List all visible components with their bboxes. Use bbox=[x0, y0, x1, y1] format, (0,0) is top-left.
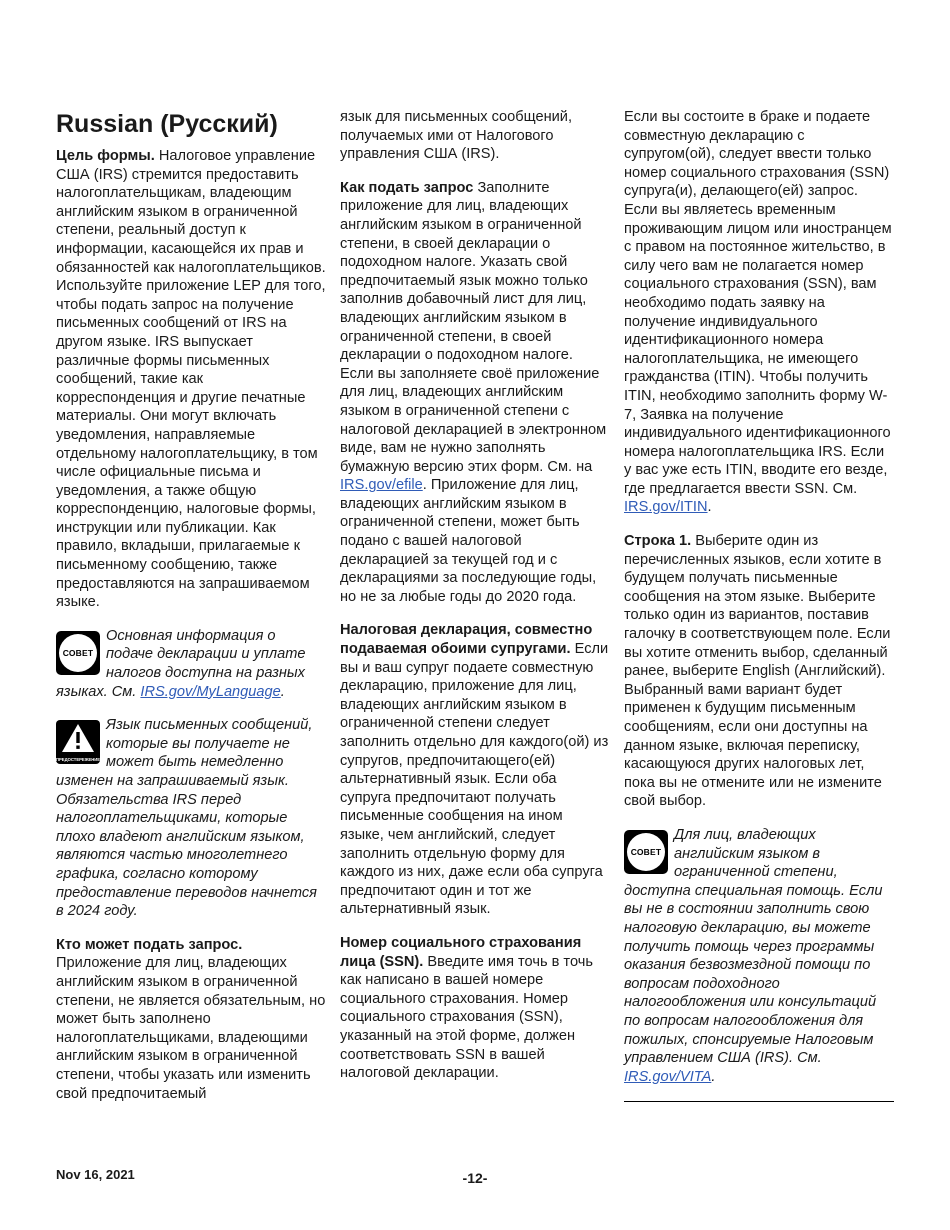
column-3 bbox=[624, 108, 894, 1102]
line1-text: Выберите один из перечисленных языков, если хотите в будущем получать письменные сообщения на этом языке. Выберите только один из вариантов, поставив галочку в соответствующем поле. Если вы хотите отменить выбор, сделанный ранее, выберите English (Английский). Выбранный вами вариант будет применен к будущим письменным сообщениям, если они доступны на данном языке, включая переписку, касающуюся других налоговых лет, пока вы не отмените или не измените свой выбор. bbox=[624, 533, 891, 810]
itin-end: . bbox=[707, 499, 712, 516]
tip2-end: . bbox=[711, 1068, 716, 1085]
how-paragraph bbox=[340, 179, 610, 607]
efile-link[interactable]: IRS.gov/efile bbox=[340, 477, 423, 494]
how-heading: Как подать запрос bbox=[340, 179, 474, 196]
end-rule bbox=[624, 1101, 894, 1102]
itin-link[interactable]: IRS.gov/ITIN bbox=[624, 499, 708, 516]
column-1 bbox=[56, 108, 326, 1118]
ssn-text: Введите имя точь в точь как написано в вашей номере социального страхования. Номер социального страхования (SSN), указанный на этой форме, должен соответствовать SSN в вашей налоговой декларации. bbox=[340, 953, 593, 1082]
joint-paragraph bbox=[340, 621, 610, 919]
who-text: Приложение для лиц, владеющих английским языком в ограниченной степени, не является обязательным, но может быть заполнено налогоплательщиками, владеющими английским языком в ограниченной степени, чтобы указать или изменить свой предпочитаемый bbox=[56, 955, 326, 1102]
tip2-text: Для лиц, владеющих английским языком в ограниченной степени, доступна специальная помощь. Если вы не в состоянии заполнить свою налоговую декларацию, вы можете получить помощь через программы оказания безвозмездной помощи по вопросам подоходного налогообложения или консультаций по вопросам налогообложения для пожилых, спонсируемые Налоговым управлением США (IRS). См. bbox=[624, 826, 883, 1067]
tip-text: Основная информация о подаче декларации и уплате налогов доступна на разных языках. См. bbox=[56, 627, 306, 700]
tip-end: . bbox=[280, 683, 285, 700]
continued-paragraph: язык для письменных сообщений, получаемых ими от Налогового управления США (IRS). bbox=[340, 109, 573, 163]
caution-label: ПРЕДОСТЕРЕЖЕНИЕ bbox=[56, 757, 101, 763]
married-paragraph bbox=[624, 108, 894, 517]
how-text-1: Заполните приложение для лиц, владеющих английским языком в ограниченной степени, в своей декларации о подоходном налоге. Указать свой предпочитаемый язык можно только заполнив добавочный лист для лиц, владеющих английским языком в ограниченной степени, в своей декларации о подоходном налоге. Если вы заполняете своё приложение для лиц, владеющих английским языком в ограниченной степени с налоговой декларацией в электронном виде, вам не нужно заполнять бумажную версию этих форм. См. на bbox=[340, 179, 607, 475]
vita-link[interactable]: IRS.gov/VITA bbox=[624, 1068, 712, 1085]
tip-icon bbox=[56, 631, 100, 675]
page-title: Russian (Русский) bbox=[56, 110, 278, 138]
caution-text: Язык письменных сообщений, которые вы получаете не может быть немедленно изменен на запрашиваемый язык. Обязательства IRS перед налогоплательщиками, которые плохо владеют английским языком, являются частью многолетнего графика, согласно которому предоставление переводов начнется в 2024 году. bbox=[56, 717, 317, 920]
caution-icon bbox=[56, 720, 100, 764]
tip-badge-label: СОВЕТ bbox=[627, 833, 665, 871]
purpose-paragraph bbox=[56, 147, 326, 612]
ssn-heading: Номер социального страхования лица (SSN). bbox=[340, 934, 582, 970]
married-text: Если вы состоите в браке и подаете совместную декларацию с супругом(ой), следует ввести только номер социального страхования (SSN) супруга(и), делающего(ей) запрос. Если вы являетесь временным проживающим лицом или иностранцем с правом на постоянное жительство, в силу чего вам не полагается номер социального страхования (SSN), вам необходимо подать заявку на получение индивидуального идентификационного номера налогоплательщика, не имеющего гражданства (ITIN). Чтобы получить ITIN, необходимо заполнить форму W-7, Заявка на получение индивидуального идентификационного номера налогоплательщика IRS. Если у вас уже есть ITIN, вводите его везде, где предлагается ввести SSN. См. bbox=[624, 109, 892, 497]
how-text-2: . Приложение для лиц, владеющих английским языком в ограниченной степени, может быть подано с вашей налоговой декларацией за текущей год и с декларациями за последующие годы, но не за любые годы до 2020 года. bbox=[340, 477, 597, 605]
joint-text: Если вы и ваш супруг подаете совместную декларацию, приложение для лиц, владеющих английским языком в ограниченной степени следует заполнить отдельно для каждого(ой) из супругов, предпочитающего(ей) альтернативный язык. Если оба супруга предпочитают получать письменные сообщения на ином языке, чем английский, следует заполнить отдельную форму для каждого из них, даже если оба супруга предпочитают один и тот же альтернативный язык. bbox=[340, 641, 609, 918]
joint-heading: Налоговая декларация, совместно подаваемая обоими супругами. bbox=[340, 622, 593, 658]
who-heading: Кто может подать запрос. bbox=[56, 936, 243, 953]
who-paragraph bbox=[56, 936, 326, 1103]
ssn-paragraph bbox=[340, 934, 610, 1083]
tip-badge-label: СОВЕТ bbox=[59, 634, 97, 672]
purpose-text: Налоговое управление США (IRS) стремится предоставить налогоплательщикам, владеющим английским языком в ограниченной степени, реальный доступ к информации, касающейся их прав и обязанностей как налогоплательщиков. Используйте приложение LEP для того, чтобы подать запрос на получение письменных сообщений от IRS на другом языке. IRS выпускает различные формы письменных сообщений, такие как корреспонденция и другие печатные материалы. Они могут включать уведомления, направляемые отдельному налогоплательщику, в том числе официальные письма и уведомления, а также общую корреспонденцию, налоговые формы, инструкции или публикации. Как правило, вкладыши, прилагаемые к письменному сообщению, также предоставляются на запрашиваемом языке. bbox=[56, 148, 326, 611]
tip-icon bbox=[624, 830, 668, 874]
line1-heading: Строка 1. bbox=[624, 533, 692, 550]
page-number: -12- bbox=[462, 1170, 488, 1186]
purpose-heading: Цель формы. bbox=[56, 148, 155, 164]
tip-note-1 bbox=[56, 627, 326, 701]
mylanguage-link[interactable]: IRS.gov/MyLanguage bbox=[140, 683, 281, 700]
column-2 bbox=[340, 108, 610, 1098]
caution-note bbox=[56, 716, 326, 921]
tip-note-2 bbox=[624, 826, 894, 1086]
line1-paragraph bbox=[624, 532, 894, 811]
footer-date: Nov 16, 2021 bbox=[56, 1167, 135, 1182]
